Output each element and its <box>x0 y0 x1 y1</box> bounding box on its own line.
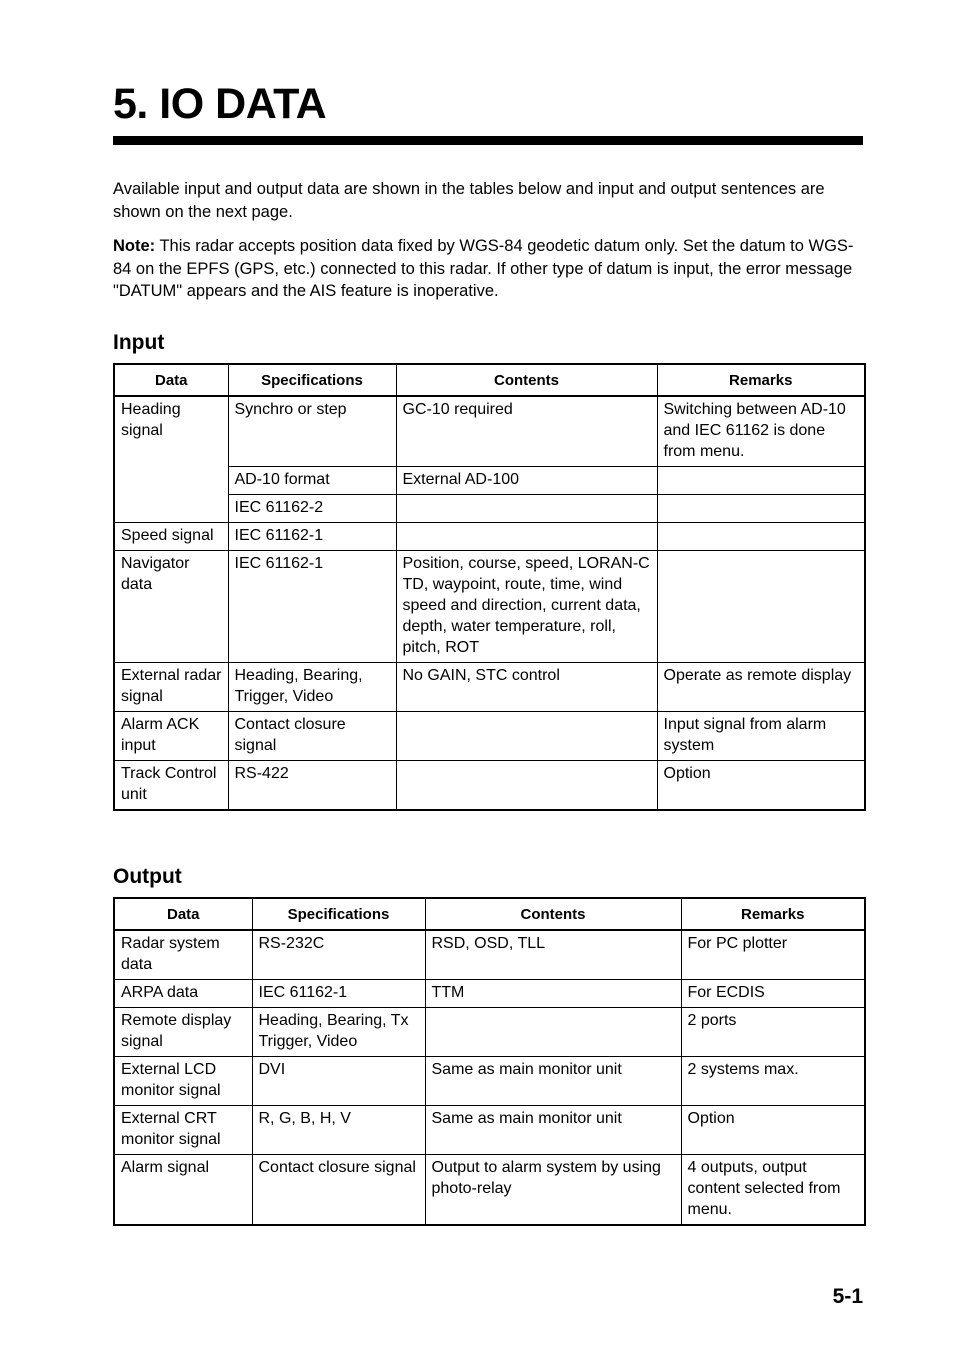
contents-cell <box>396 523 657 551</box>
input-header-row <box>114 364 865 396</box>
output-table <box>113 897 866 1226</box>
page-number: 5-1 <box>832 1285 863 1308</box>
data-cell: Alarm ACK input <box>114 712 228 761</box>
remarks-cell <box>657 551 865 663</box>
spec-cell: AD-10 format <box>228 467 396 495</box>
input-heading: Input <box>113 331 165 354</box>
note-paragraph <box>113 235 863 303</box>
output-heading: Output <box>113 865 182 888</box>
remarks-cell: Option <box>657 761 865 811</box>
spec-cell: Contact closure signal <box>228 712 396 761</box>
data-cell: Heading signal <box>114 396 228 523</box>
remarks-cell: Switching between AD-10 and IEC 61162 is done from menu. <box>657 396 865 467</box>
remarks-cell: Input signal from alarm system <box>657 712 865 761</box>
table-row <box>114 1106 865 1155</box>
contents-cell: External AD-100 <box>396 467 657 495</box>
remarks-cell: Operate as remote display <box>657 663 865 712</box>
table-row <box>114 1155 865 1226</box>
output-header-row <box>114 898 865 930</box>
table-row <box>114 1057 865 1106</box>
data-cell: Navigator data <box>114 551 228 663</box>
contents-cell <box>396 761 657 811</box>
column-header: Remarks <box>681 898 865 930</box>
note-text: This radar accepts position data fixed by WGS-84 geodetic datum only. Set the datum to WGS-84 on the EPFS (GPS, etc.) connected to this radar. If other type of datum is input, the error message "DATUM" appears and the AIS feature is inoperative. <box>113 237 854 300</box>
contents-cell: GC-10 required <box>396 396 657 467</box>
contents-cell: Same as main monitor unit <box>425 1106 681 1155</box>
spec-cell: IEC 61162-2 <box>228 495 396 523</box>
data-cell: External radar signal <box>114 663 228 712</box>
remarks-cell <box>657 495 865 523</box>
spec-cell: IEC 61162-1 <box>252 980 425 1008</box>
contents-cell: Output to alarm system by using photo-relay <box>425 1155 681 1226</box>
column-header: Contents <box>396 364 657 396</box>
remarks-cell: 2 ports <box>681 1008 865 1057</box>
table-row <box>114 712 865 761</box>
table-row <box>114 761 865 811</box>
data-cell: ARPA data <box>114 980 252 1008</box>
table-row <box>114 523 865 551</box>
contents-cell: Position, course, speed, LORAN-C TD, waypoint, route, time, wind speed and direction, current data, depth, water temperature, roll, pitch, ROT <box>396 551 657 663</box>
data-cell: Track Control unit <box>114 761 228 811</box>
table-row <box>114 551 865 663</box>
spec-cell: RS-422 <box>228 761 396 811</box>
table-row <box>114 663 865 712</box>
remarks-cell: Option <box>681 1106 865 1155</box>
spec-cell: Heading, Bearing, Tx Trigger, Video <box>252 1008 425 1057</box>
data-cell: Alarm signal <box>114 1155 252 1226</box>
remarks-cell: For ECDIS <box>681 980 865 1008</box>
column-header: Data <box>114 898 252 930</box>
table-row <box>114 1008 865 1057</box>
column-header: Data <box>114 364 228 396</box>
contents-cell: RSD, OSD, TLL <box>425 930 681 980</box>
table-row <box>114 396 865 467</box>
column-header: Remarks <box>657 364 865 396</box>
remarks-cell <box>657 467 865 495</box>
remarks-cell: 4 outputs, output content selected from menu. <box>681 1155 865 1226</box>
intro-paragraph: Available input and output data are shown in the tables below and input and output sentences are shown on the next page. <box>113 180 825 221</box>
data-cell: External CRT monitor signal <box>114 1106 252 1155</box>
data-cell: Radar system data <box>114 930 252 980</box>
remarks-cell <box>657 523 865 551</box>
contents-cell <box>396 495 657 523</box>
data-cell: External LCD monitor signal <box>114 1057 252 1106</box>
spec-cell: DVI <box>252 1057 425 1106</box>
table-row <box>114 930 865 980</box>
input-table <box>113 363 866 811</box>
contents-cell <box>425 1008 681 1057</box>
note-label: Note: <box>113 237 156 255</box>
remarks-cell: For PC plotter <box>681 930 865 980</box>
spec-cell: IEC 61162-1 <box>228 523 396 551</box>
title-rule <box>113 136 863 145</box>
contents-cell: No GAIN, STC control <box>396 663 657 712</box>
spec-cell: Contact closure signal <box>252 1155 425 1226</box>
spec-cell: R, G, B, H, V <box>252 1106 425 1155</box>
contents-cell: TTM <box>425 980 681 1008</box>
column-header: Specifications <box>252 898 425 930</box>
contents-cell: Same as main monitor unit <box>425 1057 681 1106</box>
column-header: Specifications <box>228 364 396 396</box>
data-cell: Remote display signal <box>114 1008 252 1057</box>
contents-cell <box>396 712 657 761</box>
spec-cell: RS-232C <box>252 930 425 980</box>
table-row <box>114 980 865 1008</box>
data-cell: Speed signal <box>114 523 228 551</box>
remarks-cell: 2 systems max. <box>681 1057 865 1106</box>
spec-cell: Heading, Bearing, Trigger, Video <box>228 663 396 712</box>
page-title: 5. IO DATA <box>113 80 327 128</box>
column-header: Contents <box>425 898 681 930</box>
spec-cell: Synchro or step <box>228 396 396 467</box>
spec-cell: IEC 61162-1 <box>228 551 396 663</box>
